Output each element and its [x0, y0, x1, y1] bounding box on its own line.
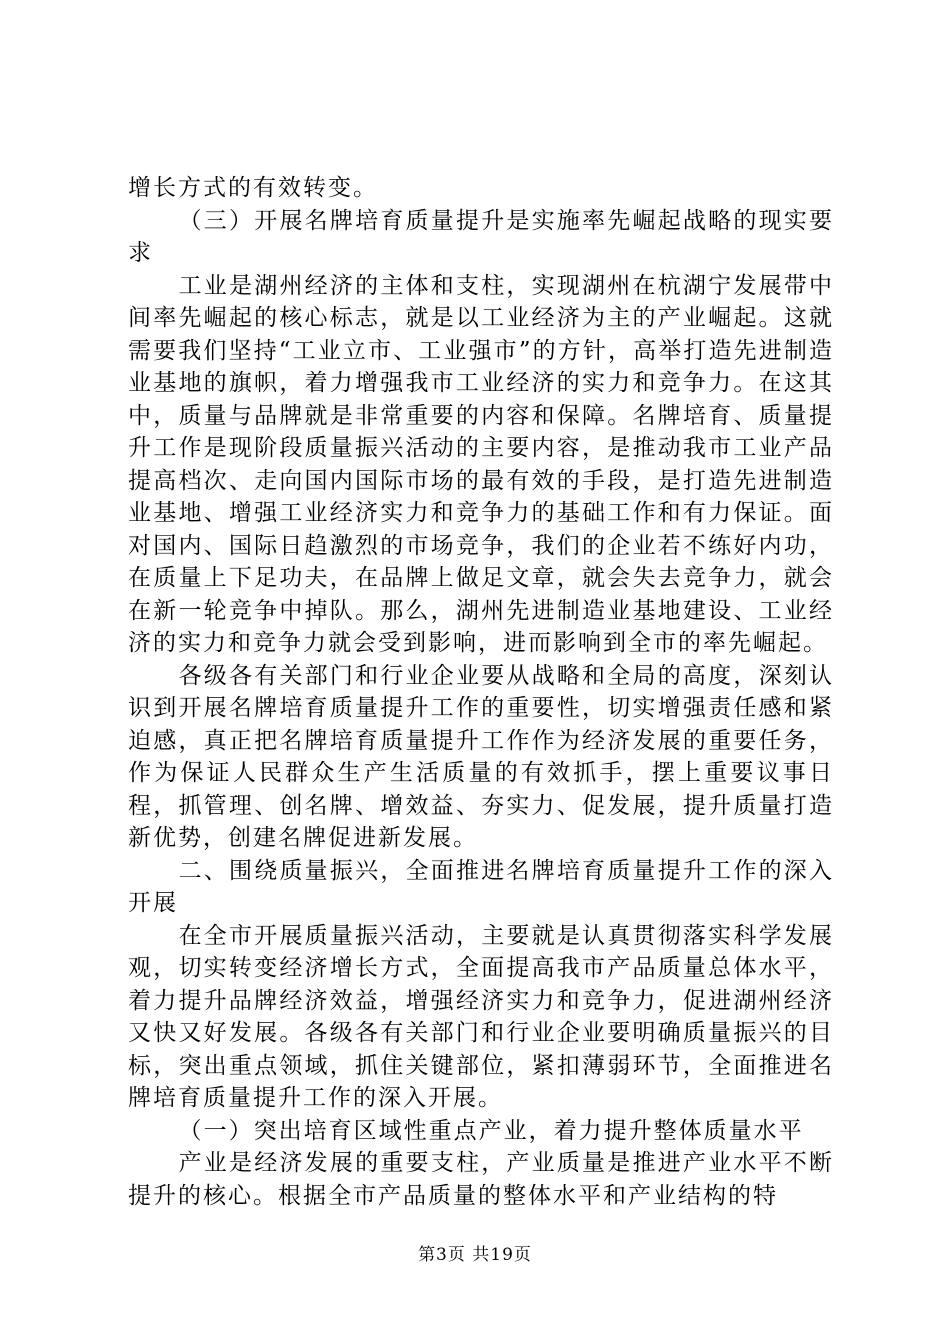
paragraph: 工业是湖州经济的主体和支柱，实现湖州在杭湖宁发展带中间率先崛起的核心标志，就是以工业经济为主的产业崛起。这就需要我们坚持“工业立市、工业强市”的方针，高举打造先进制造业基地的旗帜，着力增强我市工业经济的实力和竞争力。在这其中，质量与品牌就是非常重要的内容和保障。名牌培育、质量提升工作是现阶段质量振兴活动的主要内容，是推动我市工业产品提高档次、走向国内国际市场的最有效的手段，是打造先进制造业基地、增强工业经济实力和竞争力的基础工作和有力保证。面对国内、国际日趋激烈的市场竞争，我们的企业若不练好内功，在质量上下足功夫，在品牌上做足文章，就会失去竞争力，就会在新一轮竞争中掉队。那么，湖州先进制造业基地建设、工业经济的实力和竞争力就会受到影响，进而影响到全市的率先崛起。	[128, 272, 834, 656]
section-heading-2-1: （一）突出培育区域性重点产业，着力提升整体质量水平	[178, 1117, 804, 1144]
section-heading-3: （三）开展名牌培育质量提升是实施率先崛起战略的现实要求	[128, 207, 834, 266]
paragraph: 在全市开展质量振兴活动，主要就是认真贯彻落实科学发展观，切实转变经济增长方式，全面提高我市产品质量总体水平，着力提升品牌经济效益，增强经济实力和竞争力，促进湖州经济又快又好发展。各级各有关部门和行业企业要明确质量振兴的目标，突出重点领域，抓住关键部位，紧扣薄弱环节，全面推进名牌培育质量提升工作的深入开展。	[128, 922, 834, 1111]
paragraph: 产业是经济发展的重要支柱，产业质量是推进产业水平不断提升的核心。根据全市产品质量的整体水平和产业结构的特	[128, 1150, 834, 1209]
document-body	[128, 172, 834, 1212]
paragraph: 各级各有关部门和行业企业要从战略和全局的高度，深刻认识到开展名牌培育质量提升工作的重要性，切实增强责任感和紧迫感，真正把名牌培育质量提升工作作为经济发展的重要任务，作为保证人民群众生产生活质量的有效抓手，摆上重要议事日程，抓管理、创名牌、增效益、夯实力、促发展，提升质量打造新优势，创建名牌促进新发展。	[128, 662, 834, 851]
section-heading-2: 二、围绕质量振兴，全面推进名牌培育质量提升工作的深入开展	[128, 857, 834, 916]
page-number-footer: 第3页 共19页	[418, 1245, 532, 1265]
paragraph-continuation: 增长方式的有效转变。	[128, 175, 378, 201]
